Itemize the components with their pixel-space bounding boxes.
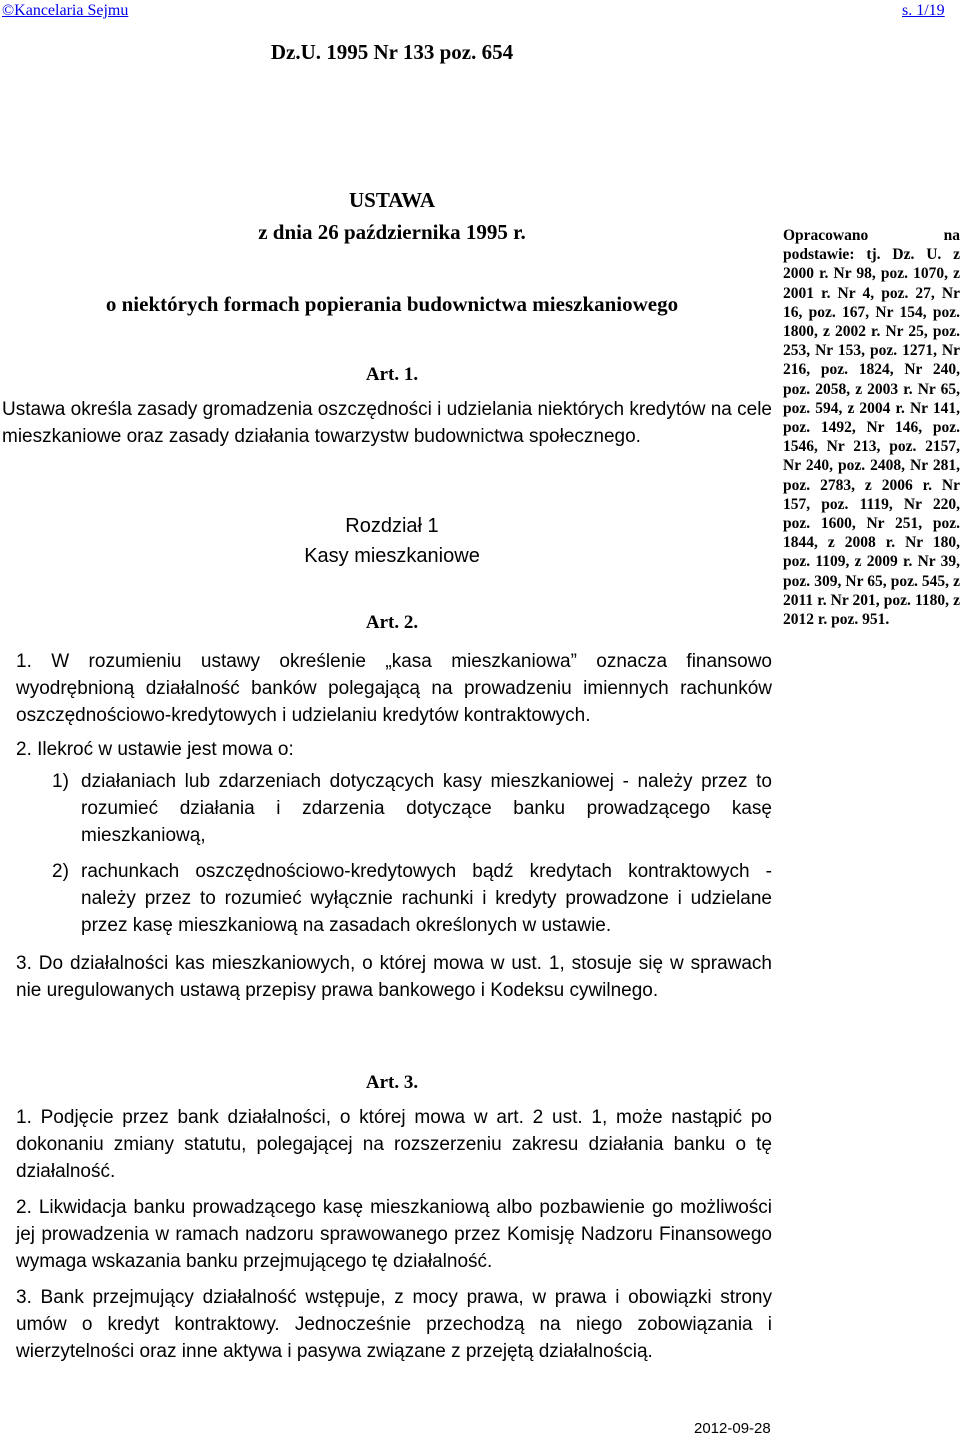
act-date: z dnia 26 października 1995 r.	[258, 220, 526, 244]
article-2-paragraph-3: 3. Do działalności kas mieszkaniowych, o której mowa w ust. 1, stosuje się w sprawach nie uregulowanych ustawą przepisy prawa bankowego i Kodeksu cywilnego.	[16, 953, 772, 1001]
article-2-heading: Art. 2.	[365, 612, 419, 633]
article-2-paragraph-2: 2. Ilekroć w ustawie jest mowa o:	[16, 739, 294, 760]
article-3-paragraph-1: 1. Podjęcie przez bank działalności, o której mowa w art. 2 ust. 1, może nastąpić po dokonaniu zmiany statutu, polegającej na rozszerzeniu zakresu działania banku o tę działalność.	[16, 1107, 772, 1182]
article-2-paragraph-1: 1. W rozumieniu ustawy określenie „kasa mieszkaniowa” oznacza finansowo wyodrębnioną działalność banków polegającą na prowadzeniu imiennych rachunków oszczędnościowo-kredytowych i udzielaniu kredytów kontraktowych.	[16, 651, 772, 726]
publisher-link-text[interactable]: ©Kancelaria Sejmu	[2, 2, 129, 19]
act-subject: o niektórych formach popierania budownictwa mieszkaniowego	[105, 292, 679, 316]
chapter-number: Rozdział 1	[345, 515, 439, 537]
journal-reference: Dz.U. 1995 Nr 133 poz. 654	[270, 40, 514, 64]
article-2-item-1-number: 1)	[52, 771, 69, 792]
act-type: USTAWA	[349, 188, 435, 212]
page-indicator[interactable]	[902, 2, 945, 20]
publisher-link[interactable]	[2, 2, 128, 20]
page-indicator-text[interactable]: s. 1/19	[902, 2, 945, 19]
footer-date: 2012-09-28	[694, 1420, 771, 1437]
article-3-heading: Art. 3.	[365, 1072, 419, 1093]
chapter-title: Kasy mieszkaniowe	[304, 545, 480, 567]
article-3-paragraph-3: 3. Bank przejmujący działalność wstępuje, z mocy prawa, w prawa i obowiązki strony umów o kredyt kontraktowy. Jednocześnie przechodzą na niego zobowiązania i wierzytelności oraz inne aktywa i pasywa związane z przejętą działalnością.	[16, 1287, 772, 1362]
article-2-item-2-number: 2)	[52, 861, 69, 882]
article-3-paragraph-2: 2. Likwidacja banku prowadzącego kasę mieszkaniową albo pozbawienie go możliwości jej prowadzenia w ramach nadzoru sprawowanego przez Komisję Nadzoru Finansowego wymaga wskazania banku przejmującego tę działalność.	[16, 1197, 772, 1272]
article-1-text: Ustawa określa zasady gromadzenia oszczędności i udzielania niektórych kredytów na cele mieszkaniowe oraz zasady działania towarzystw budownictwa społecznego.	[2, 399, 772, 447]
article-1-heading: Art. 1.	[365, 364, 419, 385]
article-2-item-1-text: działaniach lub zdarzeniach dotyczących kasy mieszkaniowej - należy przez to rozumieć działania i zdarzenia dotyczące banku prowadzącego kasę mieszkaniową,	[81, 771, 772, 846]
source-sidenote: Opracowano na podstawie: tj. Dz. U. z 2000 r. Nr 98, poz. 1070, z 2001 r. Nr 4, poz. 27, Nr 16, poz. 167, Nr 154, poz. 1800, z 2002 r. Nr 25, poz. 253, Nr 153, poz. 1271, Nr 216, poz. 1824, Nr 240, poz. 2058, z 2003 r. Nr 65, poz. 594, z 2004 r. Nr 141, poz. 1492, Nr 146, poz. 1546, Nr 213, poz. 2157, Nr 240, poz. 2408, Nr 281, poz. 2783, z 2006 r. Nr 157, poz. 1119, Nr 220, poz. 1600, Nr 251, poz. 1844, z 2008 r. Nr 180, poz. 1109, z 2009 r. Nr 39, poz. 309, Nr 65, poz. 545, z 2011 r. Nr 201, poz. 1180, z 2012 r. poz. 951.	[783, 227, 960, 629]
article-2-item-2-text: rachunkach oszczędnościowo-kredytowych bądź kredytach kontraktowych - należy przez to rozumieć wyłącznie rachunki i kredyty prowadzone i udzielane przez kasę mieszkaniową na zasadach określonych w ustawie.	[81, 861, 772, 936]
